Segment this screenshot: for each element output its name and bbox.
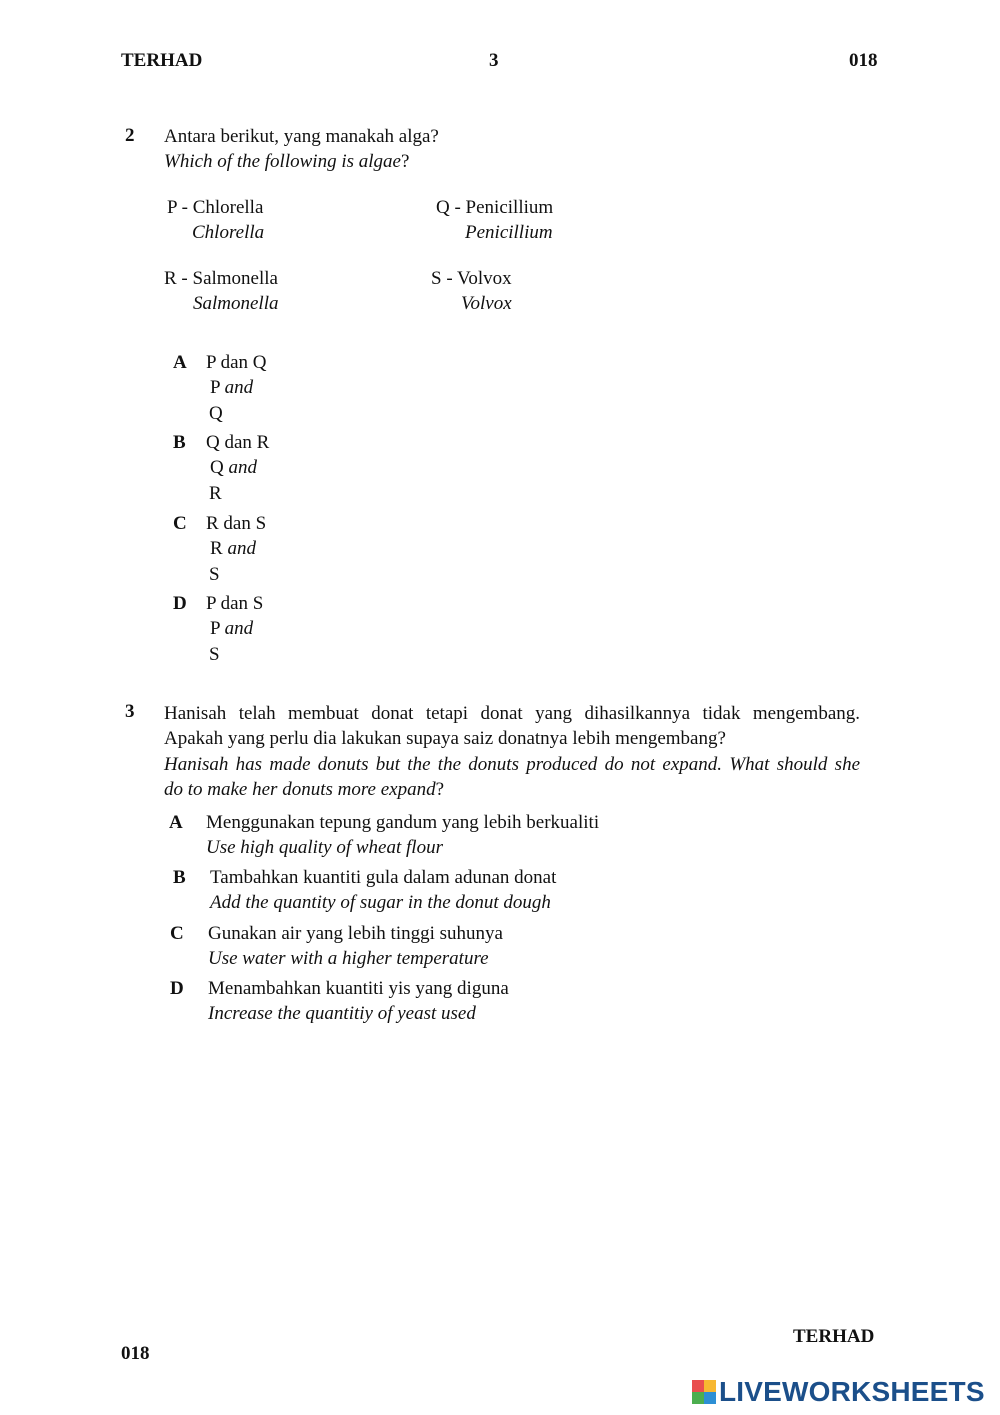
- logo-mark-cell: [704, 1380, 716, 1392]
- q2-option-text-ms: P dan Q: [206, 352, 267, 373]
- q3-option-text-en: Add the quantity of sugar in the donut dough: [210, 892, 551, 914]
- header-right: 018: [849, 50, 878, 71]
- q2-item-r: [164, 266, 279, 317]
- q3-number: 3: [125, 701, 135, 722]
- q3-option-d[interactable]: [170, 976, 509, 1027]
- q2-option-en-last: Q: [209, 402, 223, 424]
- q3-option-letter: C: [170, 923, 184, 944]
- q3-stem: [164, 701, 860, 802]
- q3-stem-en-line1: Hanisah has made donuts but the the donuts produced do not expand. What should she: [164, 753, 860, 775]
- q3-option-text-ms: Gunakan air yang lebih tinggi suhunya: [208, 923, 503, 944]
- q2-option-en-first: P: [210, 377, 220, 399]
- q2-stem-en-mark: ?: [400, 151, 410, 172]
- q2-option-en-first: Q: [210, 457, 224, 479]
- logo-mark-cell: [692, 1380, 704, 1392]
- q2-stem-en: [164, 151, 409, 173]
- q3-option-a[interactable]: [169, 810, 599, 861]
- q2-item-r-en: Salmonella: [193, 293, 279, 315]
- q3-stem-ms-line1: Hanisah telah membuat donat tetapi donat yang dihasilkannya tidak mengembang.: [164, 703, 860, 724]
- q2-item-q: [436, 195, 553, 246]
- q2-item-q-ms: Q - Penicillium: [436, 197, 554, 218]
- q2-item-q-en: Penicillium: [465, 222, 553, 244]
- q2-option-en-last: S: [209, 563, 220, 585]
- q3-option-text-ms: Tambahkan kuantiti gula dalam adunan donat: [210, 867, 557, 888]
- q3-option-letter: B: [173, 867, 186, 888]
- page-number: 3: [489, 50, 499, 71]
- q3-option-b[interactable]: [173, 865, 556, 916]
- footer-terhad: TERHAD: [793, 1326, 875, 1347]
- q3-option-text-en: Use water with a higher temperature: [208, 948, 489, 970]
- q2-option-text-ms: P dan S: [206, 593, 264, 614]
- q2-option-en-last: R: [209, 482, 222, 504]
- q2-option-en-first: R: [210, 538, 223, 560]
- q3-stem-en-line2: do to make her donuts more expand: [164, 778, 436, 800]
- q2-item-p: [167, 195, 264, 246]
- q2-option-letter: C: [173, 513, 187, 534]
- q2-option-letter: B: [173, 432, 186, 453]
- q2-option-text-ms: R dan S: [206, 513, 267, 534]
- q2-item-s-en: Volvox: [461, 293, 512, 315]
- q3-option-text-en: Increase the quantitiy of yeast used: [208, 1003, 476, 1025]
- q3-stem-en-mark: ?: [435, 778, 445, 800]
- q3-stem-en-line2-wrap: [164, 777, 860, 802]
- q2-option-en-and: and: [227, 538, 256, 560]
- q3-option-text-en: Use high quality of wheat flour: [206, 837, 443, 859]
- q3-option-letter: D: [170, 978, 184, 999]
- q2-option-en-and: and: [228, 457, 257, 479]
- q3-option-letter: A: [169, 812, 183, 833]
- q2-number: 2: [125, 125, 135, 146]
- q2-option-en-first: P: [210, 618, 220, 640]
- q2-option-c[interactable]: [173, 511, 266, 587]
- logo-mark-cell: [692, 1392, 704, 1404]
- q2-option-en-and: and: [224, 377, 254, 399]
- q3-stem-ms-line2: Apakah yang perlu dia lakukan supaya saiz donatnya lebih mengembang?: [164, 728, 726, 750]
- q2-stem-en-text: Which of the following is algae: [164, 151, 401, 172]
- logo-mark-cell: [704, 1392, 716, 1404]
- q2-option-b[interactable]: [173, 430, 269, 506]
- q2-option-en-last: S: [209, 643, 220, 665]
- q3-option-text-ms: Menggunakan tepung gandum yang lebih berkualiti: [206, 812, 600, 833]
- q3-option-c[interactable]: [170, 921, 503, 972]
- q3-option-text-ms: Menambahkan kuantiti yis yang diguna: [208, 978, 509, 999]
- footer-code: 018: [121, 1343, 150, 1364]
- q2-option-en-and: and: [224, 618, 254, 640]
- q2-option-a[interactable]: [173, 350, 267, 426]
- q2-item-s: [431, 266, 512, 317]
- logo-mark-icon: [692, 1380, 716, 1404]
- header-left: TERHAD: [121, 50, 203, 71]
- q2-option-letter: A: [173, 352, 187, 373]
- q2-option-d[interactable]: [173, 591, 263, 667]
- q2-stem-ms: Antara berikut, yang manakah alga?: [164, 126, 439, 147]
- q2-option-text-ms: Q dan R: [206, 432, 270, 453]
- q2-item-p-en: Chlorella: [192, 222, 265, 244]
- q2-option-letter: D: [173, 593, 187, 614]
- q2-item-p-ms: P - Chlorella: [167, 197, 264, 218]
- liveworksheets-logo: [692, 1376, 985, 1408]
- q2-item-s-ms: S - Volvox: [431, 268, 512, 289]
- q2-item-r-ms: R - Salmonella: [164, 268, 278, 289]
- logo-text: LIVEWORKSHEETS: [719, 1376, 985, 1407]
